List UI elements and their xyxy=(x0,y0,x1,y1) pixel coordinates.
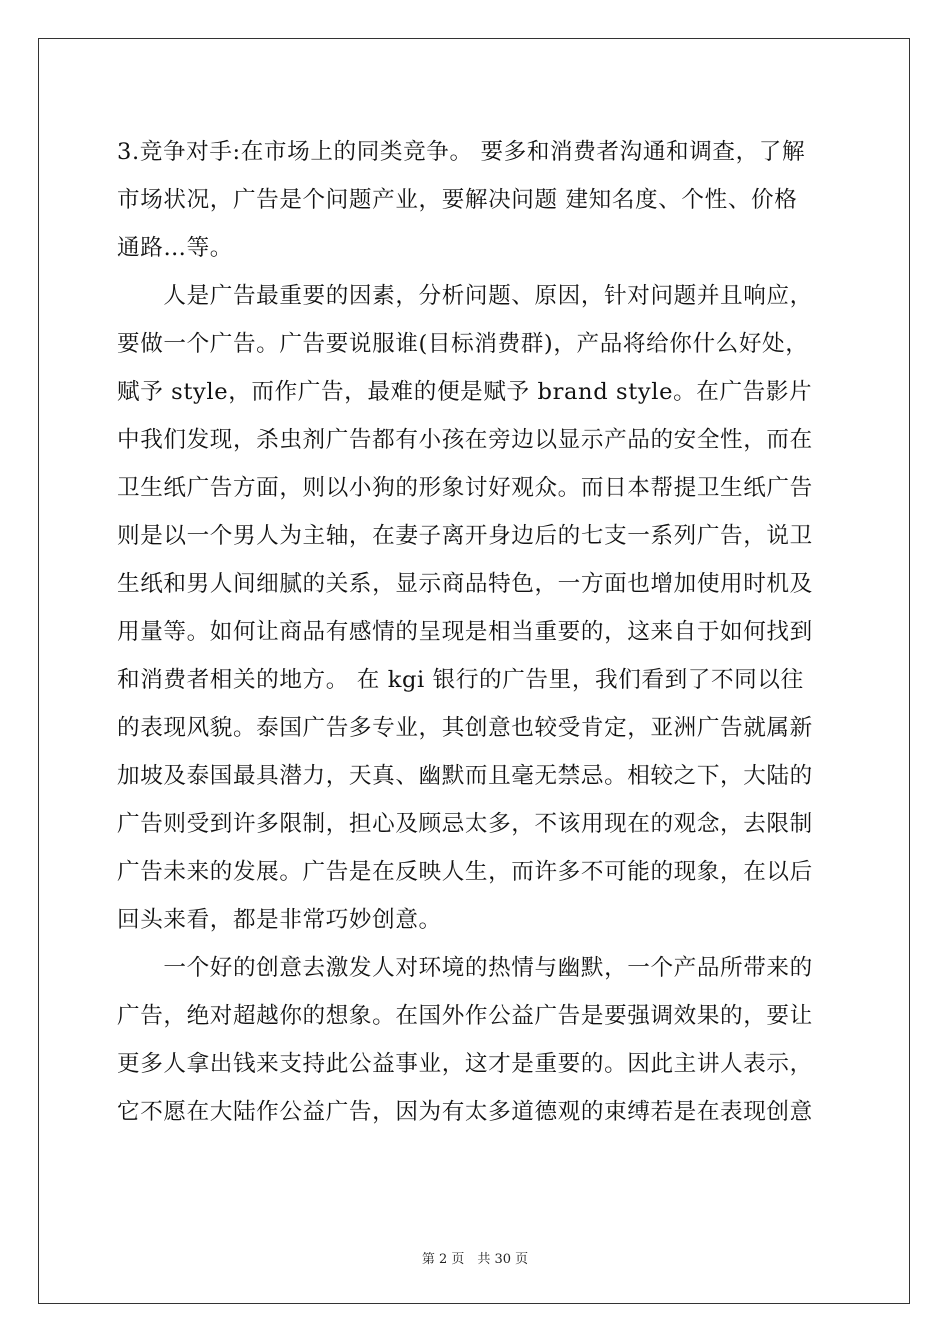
text-line: 赋予 style，而作广告，最难的便是赋予 brand style。在广告影片 xyxy=(117,379,813,405)
text-line: 中我们发现，杀虫剂广告都有小孩在旁边以显示产品的安全性，而在 xyxy=(117,427,813,453)
text-line: 人是广告最重要的因素，分析问题、原因，针对问题并且响应， xyxy=(117,283,813,309)
text-line: 3.竞争对手:在市场上的同类竞争。 要多和消费者沟通和调查，了解 xyxy=(117,139,806,165)
text-line: 生纸和男人间细腻的关系，显示商品特色，一方面也增加使用时机及 xyxy=(117,571,813,597)
text-line: 卫生纸广告方面，则以小狗的形象讨好观众。而日本帮提卫生纸广告 xyxy=(117,475,813,501)
text-line: 广告，绝对超越你的想象。在国外作公益广告是要强调效果的，要让 xyxy=(117,1003,813,1029)
text-line: 市场状况，广告是个问题产业，要解决问题 建知名度、个性、价格 xyxy=(117,187,798,213)
text-line: 通路…等。 xyxy=(117,235,233,261)
text-line: 加坡及泰国最具潜力，天真、幽默而且毫无禁忌。相较之下，大陆的 xyxy=(117,763,813,789)
text-line: 更多人拿出钱来支持此公益事业，这才是重要的。因此主讲人表示， xyxy=(117,1051,813,1077)
text-line: 则是以一个男人为主轴，在妻子离开身边后的七支一系列广告，说卫 xyxy=(117,523,813,549)
text-line: 的表现风貌。泰国广告多专业，其创意也较受肯定，亚洲广告就属新 xyxy=(117,715,813,741)
text-line: 一个好的创意去激发人对环境的热情与幽默，一个产品所带来的 xyxy=(117,955,813,981)
text-line: 广告则受到许多限制，担心及顾忌太多，不该用现在的观念，去限制 xyxy=(117,811,813,837)
page-number-footer: 第 2 页 共 30 页 xyxy=(421,1252,529,1267)
text-line: 要做一个广告。广告要说服谁(目标消费群)，产品将给你什么好处， xyxy=(117,331,809,357)
text-line: 广告未来的发展。广告是在反映人生，而许多不可能的现象，在以后 xyxy=(117,859,813,885)
text-line: 和消费者相关的地方。 在 kgi 银行的广告里，我们看到了不同以往 xyxy=(117,667,804,693)
text-line: 回头来看，都是非常巧妙创意。 xyxy=(117,907,442,933)
document-body xyxy=(117,128,833,1136)
text-line: 它不愿在大陆作公益广告，因为有太多道德观的束缚若是在表现创意 xyxy=(117,1099,813,1125)
text-line: 用量等。如何让商品有感情的呈现是相当重要的，这来自于如何找到 xyxy=(117,619,813,645)
